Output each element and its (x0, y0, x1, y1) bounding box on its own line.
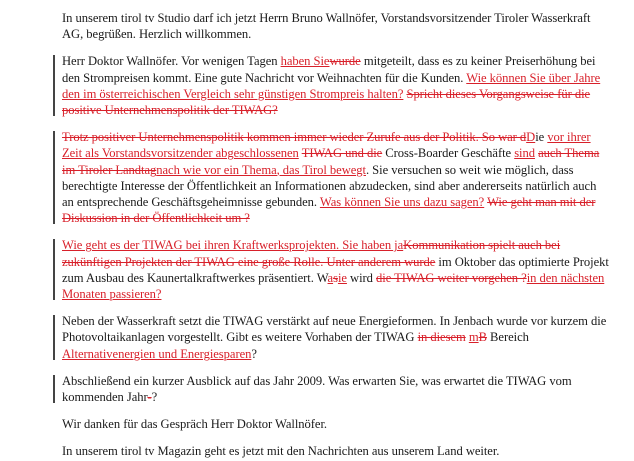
deleted-text: in diesem (417, 330, 466, 345)
body-text: ? (151, 390, 158, 405)
body-text: Neben der Wasserkraft setzt die TIWAG verstärkt auf neue Energieformen. In Jenbach wurde vor kurzem die Photovoltaikanlagen vorgestellt. Gibt es weitere Vorhaben der TIWAG (62, 314, 607, 345)
body-text: ? (251, 346, 257, 361)
inserted-text: ie (337, 270, 347, 285)
paragraph-5 (62, 313, 610, 362)
body-text: In unserem tirol tv Magazin geht es jetzt mit den Nachrichten aus unserem Land weiter. (62, 444, 500, 459)
body-text: Wir danken für das Gespräch Herr Doktor Wallnöfer. (62, 417, 328, 432)
deleted-text: Wie geht man mit der Diskussion in der Öffentlichkeit um ? (62, 195, 596, 226)
change-bar (53, 131, 55, 224)
inserted-text: Was können Sie uns dazu sagen? (319, 195, 485, 210)
body-text: ie (535, 130, 548, 145)
inserted-text: m (468, 330, 479, 345)
change-bar (53, 375, 55, 403)
deleted-text: TIWAG und die (301, 146, 383, 161)
inserted-text: vor ihrer Zeit als Vorstandsvorsitzender abgeschlossenen (62, 130, 591, 161)
inserted-text: sind (514, 146, 535, 161)
deleted-text: auch Thema im Tiroler Landtag (62, 146, 600, 177)
inserted-text: a (327, 270, 334, 285)
inserted-text: Wie können Sie über Jahre den im österreichischen Vergleich sehr günstigen Strompreis halten? (62, 70, 601, 101)
paragraph-6 (62, 373, 610, 405)
body-text: Bereich (486, 330, 529, 345)
deleted-text: Trotz positiver Unternehmenspolitik kommen immer wieder Zurufe aus der Politik. So war d (62, 130, 527, 145)
deleted-text: Spricht dieses Vorgangsweise für die positive Unternehmenspolitik der TIWAG? (62, 86, 591, 118)
inserted-text: haben Sie (280, 54, 330, 69)
body-text: Cross-Boarder Geschäfte (382, 146, 515, 161)
body-text: Abschließend ein kurzer Ausblick auf das Jahr 2009. Was erwarten Sie, was erwartet die TIWAG vom kommenden Jahr (62, 373, 572, 405)
deleted-text: - (147, 390, 152, 405)
inserted-text: D (526, 130, 536, 145)
deleted-text: B (478, 330, 487, 345)
body-text: wird (346, 270, 377, 285)
paragraph-2 (62, 53, 610, 118)
change-bar (53, 239, 55, 300)
paragraph-1 (62, 10, 610, 42)
paragraph-8 (62, 443, 610, 459)
change-bar (53, 55, 55, 116)
paragraph-4 (62, 237, 610, 302)
body-text: Herr Doktor Wallnöfer. Vor wenigen Tagen (62, 54, 281, 69)
body-text: In unserem tirol tv Studio darf ich jetzt Herrn Bruno Wallnöfer, Vorstandsvorsitzender Tiroler Wasserkraft AG, begrüßen. Herzlich willkommen. (62, 11, 591, 42)
paragraph-7 (62, 416, 610, 432)
change-bar (53, 315, 55, 360)
deleted-text: wurde (329, 54, 361, 69)
body-text: im Oktober das optimierte Projekt zum Ausbau des Kaunertalkraftwerkes präsentiert. W (62, 254, 609, 285)
body-text: mitgeteilt, dass es zu keiner Preiserhöhung bei den Strompreisen kommt. Eine gute Nachricht vor Weihnachten für die Kunden. (62, 54, 596, 85)
deleted-text: s (333, 270, 338, 285)
body-text: . Sie versuchen so weit wie möglich, dass berechtigte Interesse der Öffentlichkeit an Informationen abzudecken, sind aber andererseits natürlich auch an entsprechende Geschäftsgeheimnisse gebunden. (62, 162, 597, 210)
deleted-text: die TIWAG weiter vorgehen ? (376, 270, 527, 285)
paragraph-3 (62, 129, 610, 226)
inserted-text: Wie geht es der TIWAG bei ihren Kraftwerksprojekten. Sie haben ja (62, 238, 404, 253)
deleted-text: Kommunikation spielt auch bei zukünftigen Projekten der TIWAG eine große Rolle. Unter anderem wurde (62, 238, 561, 269)
inserted-text: Alternativenergien und Energiesparen (62, 346, 252, 361)
inserted-text: nach wie vor ein Thema, das Tirol bewegt (156, 162, 366, 177)
inserted-text: in den nächsten Monaten passieren? (62, 270, 605, 302)
